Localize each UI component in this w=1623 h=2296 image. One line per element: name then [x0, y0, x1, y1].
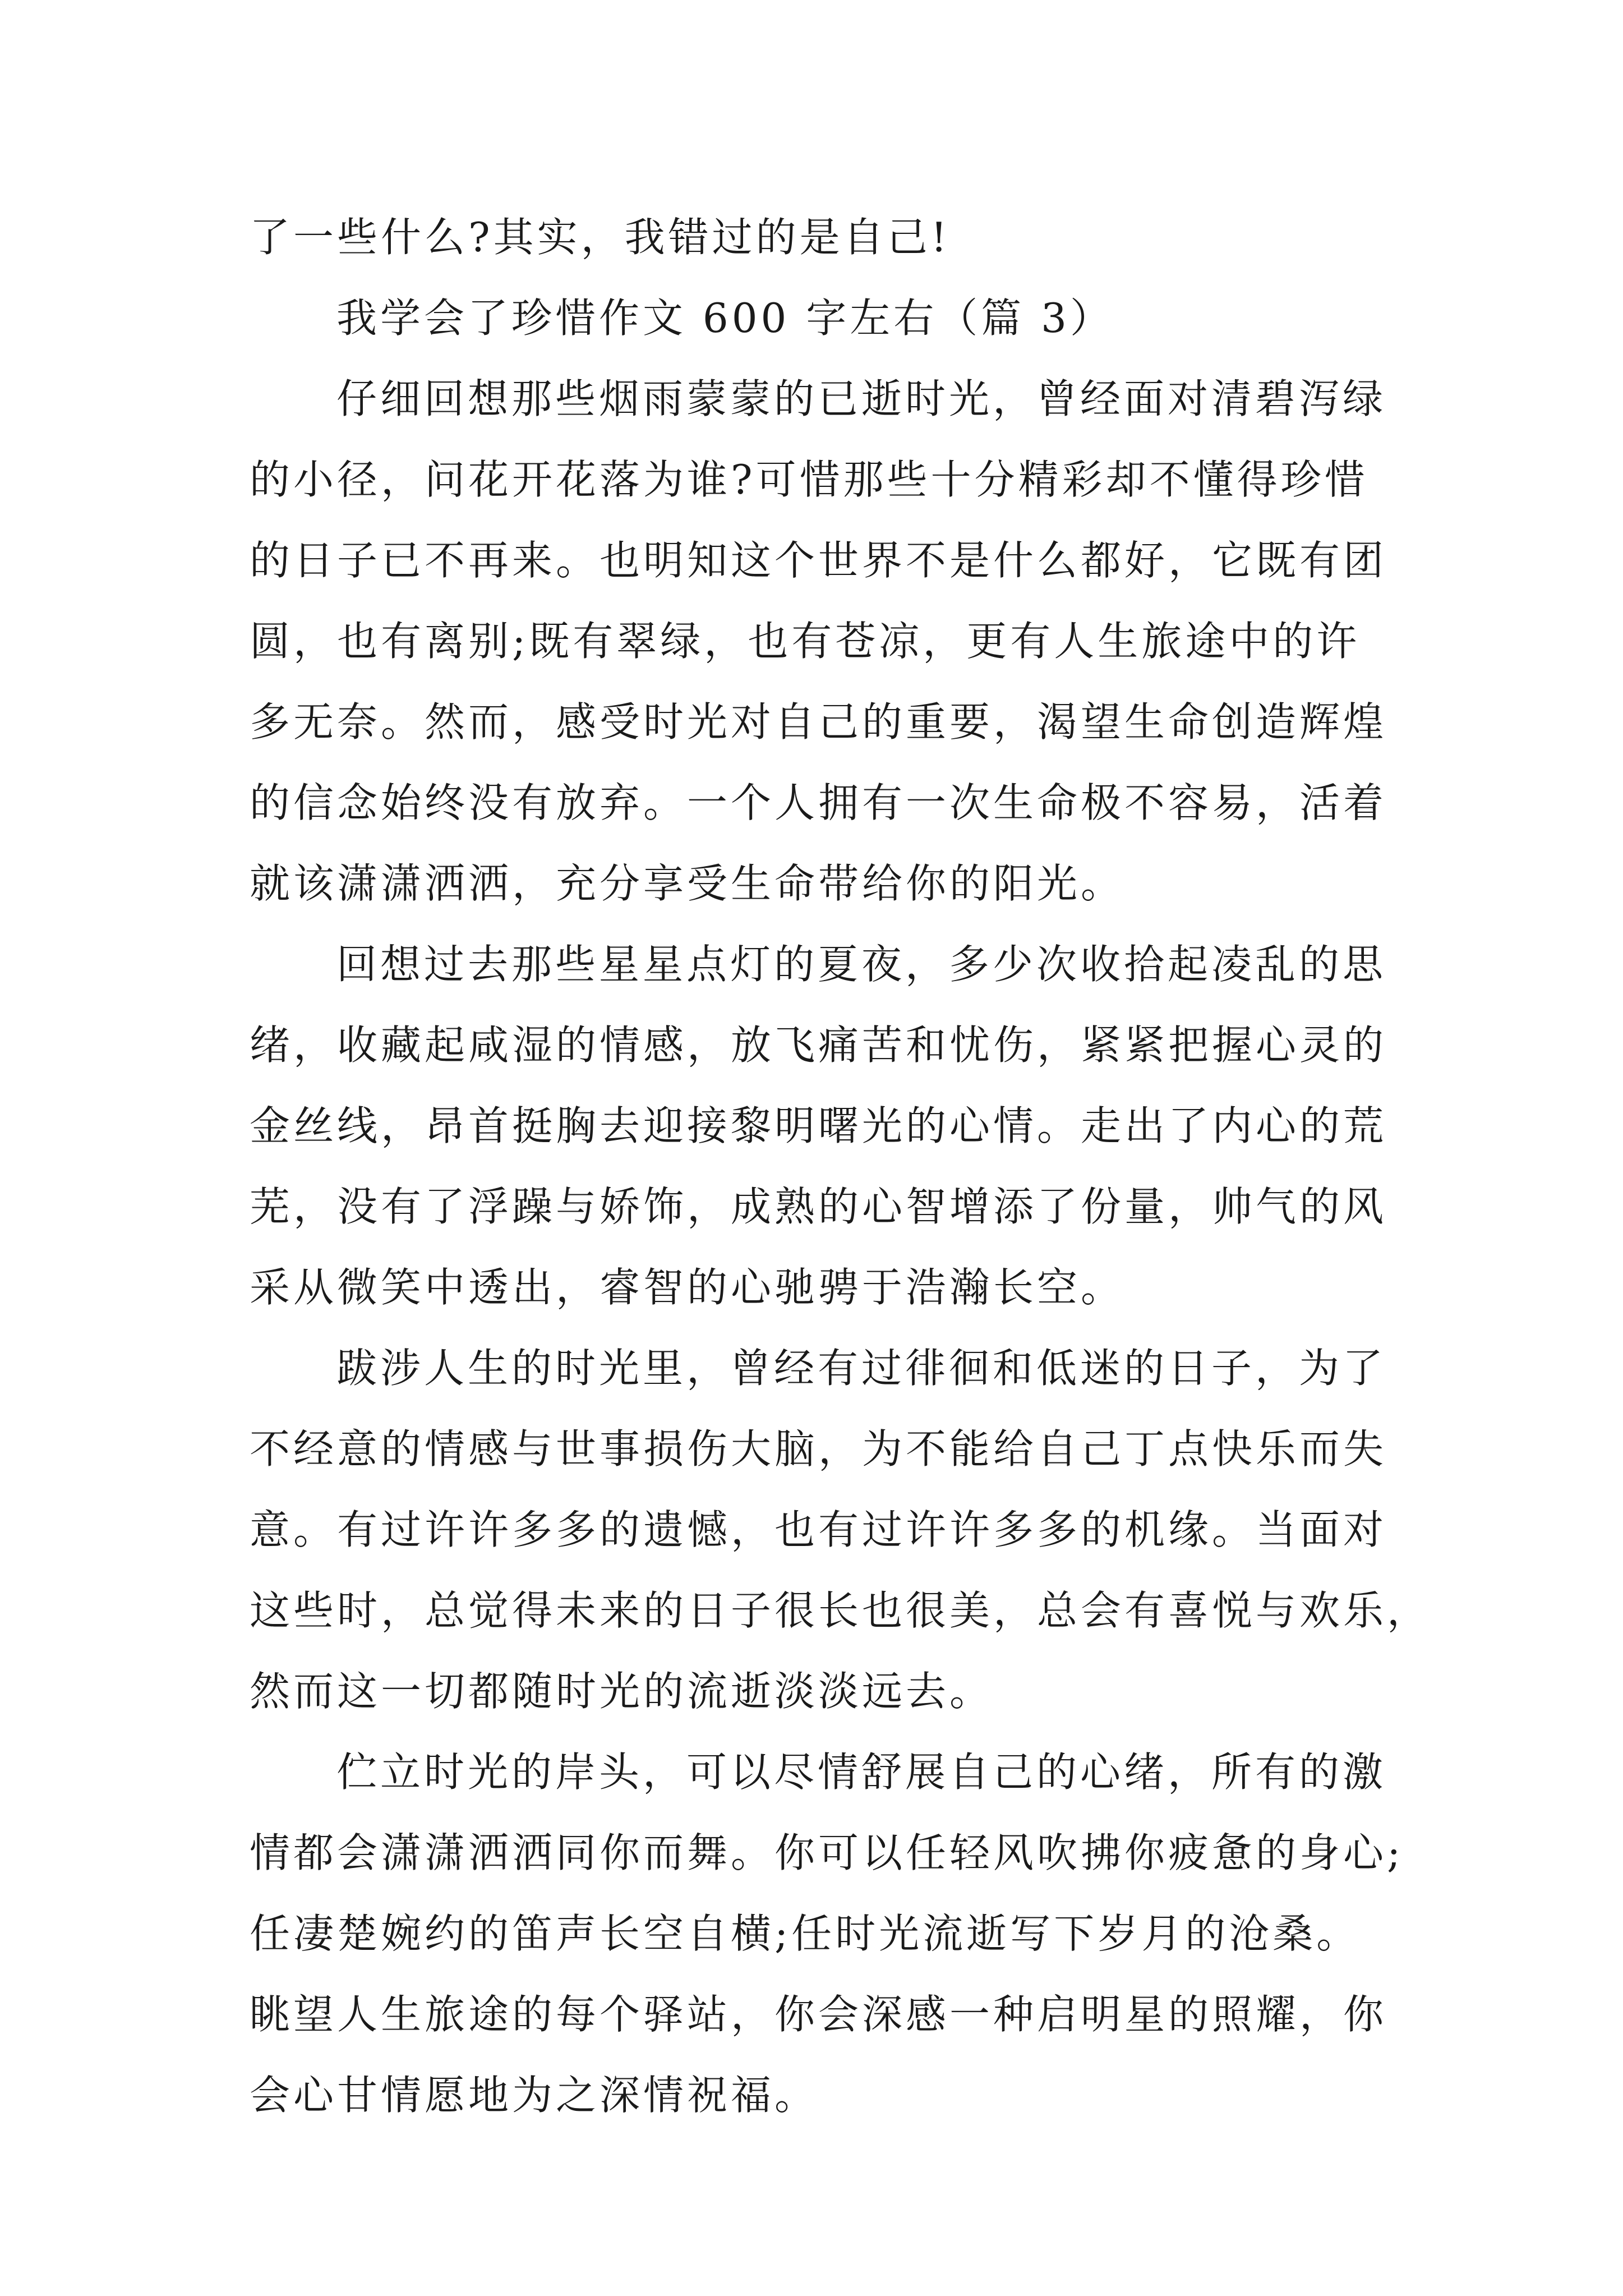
paragraph-line: 芜，没有了浮躁与娇饰，成熟的心智增添了份量，帅气的风 — [250, 1183, 1387, 1230]
paragraph-line: 圆，也有离别;既有翠绿，也有苍凉，更有人生旅途中的许 — [250, 618, 1361, 665]
paragraph-line: 情都会潇潇洒洒同你而舞。你可以任轻风吹拂你疲惫的身心; — [250, 1829, 1404, 1876]
paragraph-line: 多无奈。然而，感受时光对自己的重要，渴望生命创造辉煌 — [250, 698, 1387, 746]
paragraph-line: 意。有过许许多多的遗憾，也有过许许多多的机缘。当面对 — [250, 1506, 1387, 1553]
paragraph-line: 任凄楚婉约的笛声长空自横;任时光流逝写下岁月的沧桑。 — [250, 1910, 1361, 1957]
paragraph-line: 跋涉人生的时光里，曾经有过徘徊和低迷的日子，为了 — [336, 1345, 1387, 1392]
paragraph-line: 不经意的情感与世事损伤大脑，为不能给自己丁点快乐而失 — [250, 1425, 1387, 1473]
paragraph-line: 就该潇潇洒洒，充分享受生命带给你的阳光。 — [250, 860, 1125, 907]
paragraph-line: 仔细回想那些烟雨蒙蒙的已逝时光，曾经面对清碧泻绿 — [336, 375, 1387, 422]
paragraph-line: 的小径，问花开花落为谁?可惜那些十分精彩却不懂得珍惜 — [250, 456, 1368, 503]
paragraph-line: 金丝线，昂首挺胸去迎接黎明曙光的心情。走出了内心的荒 — [250, 1102, 1387, 1149]
text-line: 了一些什么?其实，我错过的是自己! — [250, 214, 951, 261]
paragraph-line: 的信念始终没有放弃。一个人拥有一次生命极不容易，活着 — [250, 779, 1387, 826]
paragraph-line: 绪，收藏起咸湿的情感，放飞痛苦和忧伤，紧紧把握心灵的 — [250, 1022, 1387, 1069]
paragraph-line: 这些时，总觉得未来的日子很长也很美，总会有喜悦与欢乐， — [250, 1587, 1431, 1634]
paragraph-line: 回想过去那些星星点灯的夏夜，多少次收拾起凌乱的思 — [336, 941, 1387, 988]
paragraph-line: 然而这一切都随时光的流逝淡淡远去。 — [250, 1668, 994, 1715]
paragraph-line: 的日子已不再来。也明知这个世界不是什么都好，它既有团 — [250, 537, 1387, 584]
section-heading: 我学会了珍惜作文 600 字左右（篇 3） — [336, 295, 1114, 342]
paragraph-line: 采从微笑中透出，睿智的心驰骋于浩瀚长空。 — [250, 1264, 1125, 1311]
paragraph-line: 会心甘情愿地为之深情祝福。 — [250, 2072, 819, 2119]
paragraph-line: 眺望人生旅途的每个驿站，你会深感一种启明星的照耀，你 — [250, 1991, 1387, 2038]
paragraph-line: 伫立时光的岸头，可以尽情舒展自己的心绪，所有的激 — [336, 1749, 1387, 1796]
